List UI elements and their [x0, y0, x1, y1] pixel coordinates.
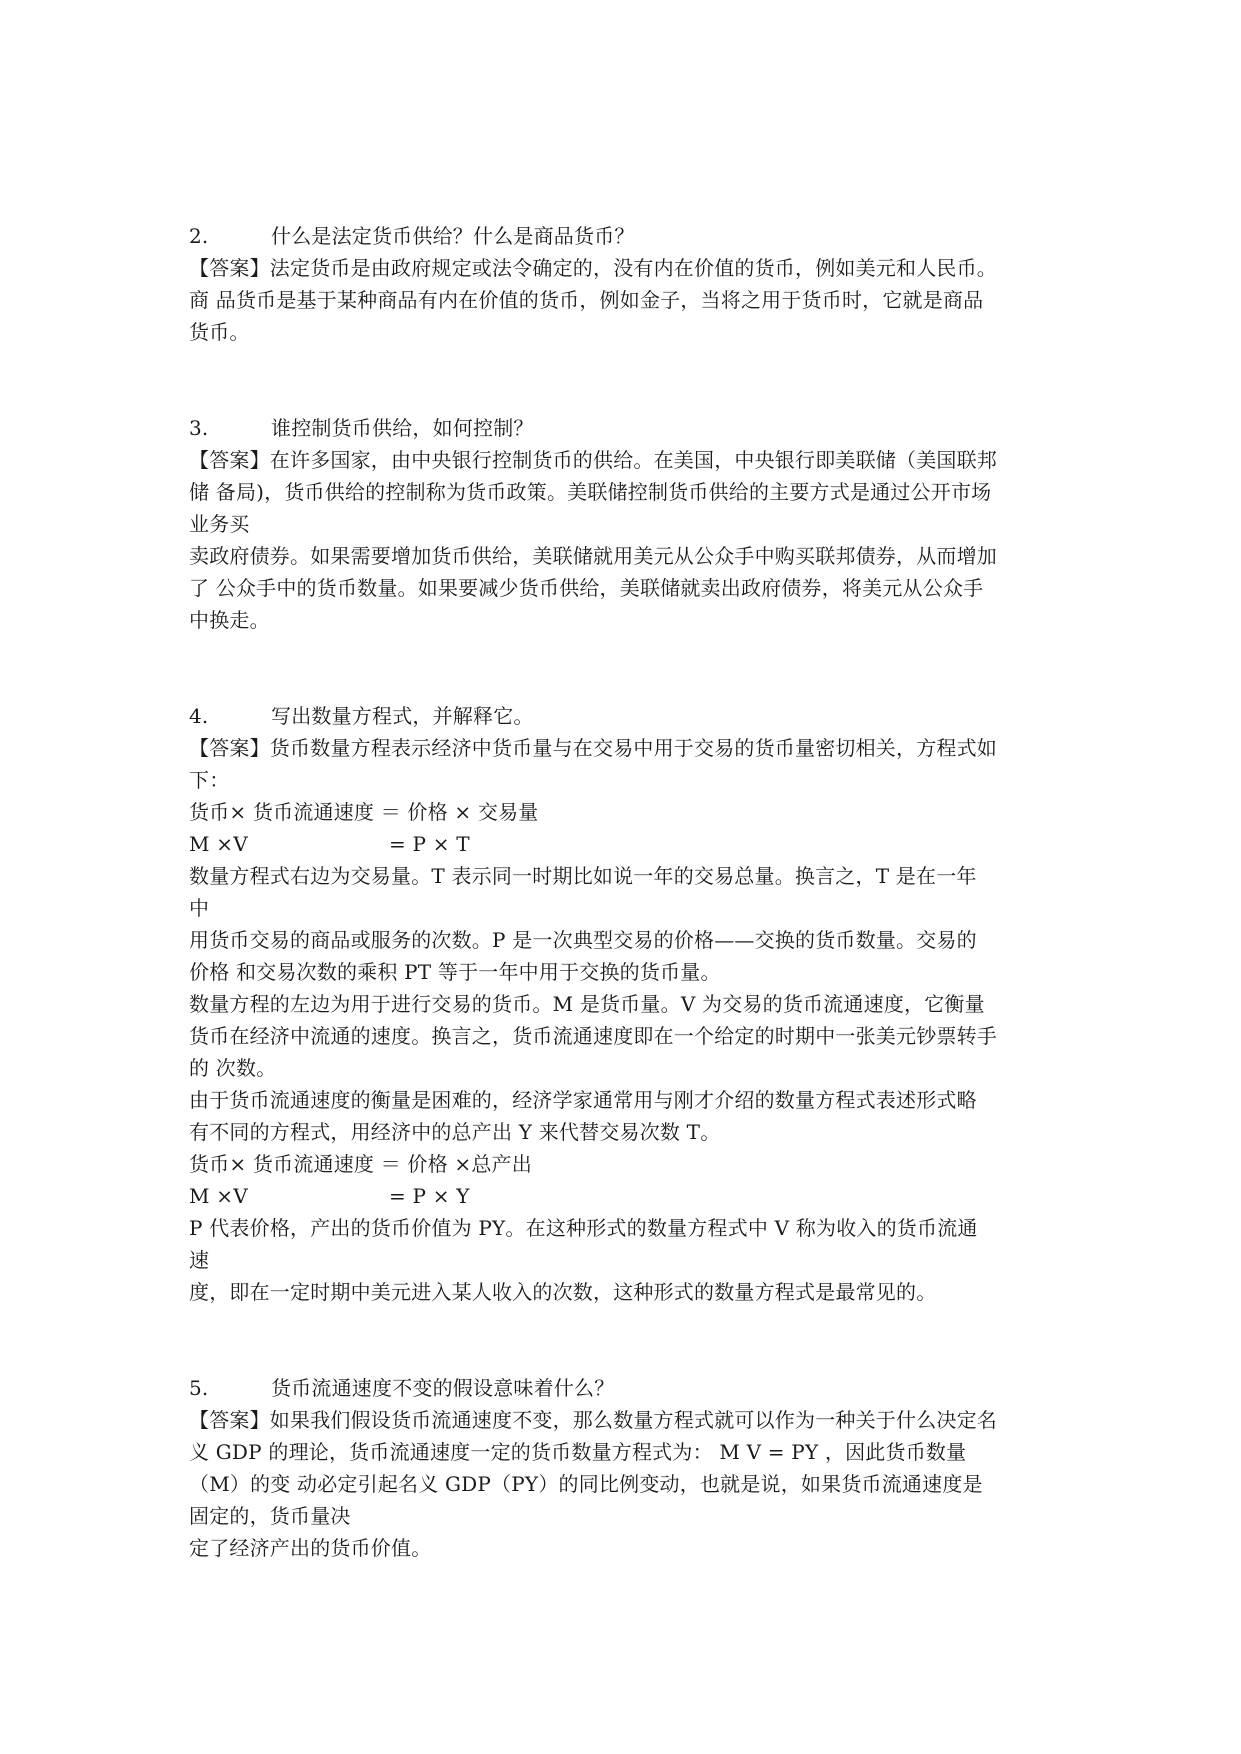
answer-line: 定了经济产出的货币价值。	[189, 1536, 432, 1560]
answer-line: 度，即在一定时期中美元进入某人收入的次数，这种形式的数量方程式是最常见的。	[189, 1280, 937, 1304]
question-number: 2.	[189, 224, 209, 248]
document-body	[189, 220, 1059, 1564]
question-number: 4.	[189, 704, 209, 728]
equation-right: = P × Y	[389, 1184, 470, 1208]
answer-line: 【答案】如果我们假设货币流通速度不变，那么数量方程式就可以作为一种关于什么决定名	[189, 1408, 997, 1432]
answer-line: 商 品货币是基于某种商品有内在价值的货币，例如金子，当将之用于货币时，它就是商品	[189, 288, 984, 312]
answer-line: 货币在经济中流通的速度。换言之，货币流通速度即在一个给定的时期中一张美元钞票转手	[189, 1024, 997, 1048]
answer-line: 速	[189, 1248, 210, 1272]
answer-line: P 代表价格，产出的货币价值为 PY。在这种形式的数量方程式中 V 称为收入的货币流通	[189, 1216, 978, 1240]
answer-line: 储 备局)，货币供给的控制称为货币政策。美联储控制货币供给的主要方式是通过公开市场	[189, 480, 992, 504]
equation-left: M ×V	[189, 1184, 248, 1208]
answer-line: 固定的，货币量决	[189, 1504, 351, 1528]
answer-line: 数量方程的左边为用于进行交易的货币。M 是货币量。V 为交易的货币流通速度，它衡量	[189, 992, 985, 1016]
answer-line: 卖政府债券。如果需要增加货币供给，美联储就用美元从公众手中购买联邦债券，从而增加	[189, 544, 997, 568]
answer-line: 的 次数。	[189, 1056, 277, 1080]
answer-line: （M）的变 动必定引起名义 GDP（PY）的同比例变动，也就是说，如果货币流通速度是	[189, 1472, 983, 1496]
question-text: 谁控制货币供给，如何控制？	[271, 416, 534, 440]
question-number: 5.	[189, 1376, 209, 1400]
equation-right: = P × T	[389, 832, 470, 856]
question-5-heading	[189, 1372, 1059, 1404]
answer-line: 下：	[189, 768, 230, 792]
section-spacer	[189, 348, 1059, 412]
answer-line: 【答案】法定货币是由政府规定或法令确定的，没有内在价值的货币，例如美元和人民币。	[189, 256, 997, 280]
answer-line: 【答案】货币数量方程表示经济中货币量与在交易中用于交易的货币量密切相关，方程式如	[189, 736, 997, 760]
answer-line: 有不同的方程式，用经济中的总产出 Y 来代替交易次数 T。	[189, 1120, 721, 1144]
answer-line: 中换走。	[189, 608, 270, 632]
answer-line: 用货币交易的商品或服务的次数。P 是一次典型交易的价格——交换的货币数量。交易的	[189, 928, 977, 952]
section-spacer	[189, 1308, 1059, 1372]
equation-symbols	[189, 828, 1059, 860]
equation-words: 货币× 货币流通速度 ＝ 价格 ×总产出	[189, 1152, 532, 1176]
answer-line: 中	[189, 896, 210, 920]
question-text: 什么是法定货币供给？什么是商品货币？	[271, 224, 635, 248]
equation-symbols	[189, 1180, 1059, 1212]
equation-words: 货币× 货币流通速度 ＝ 价格 × 交易量	[189, 800, 539, 824]
section-spacer	[189, 636, 1059, 700]
question-3-heading	[189, 412, 1059, 444]
question-text: 写出数量方程式，并解释它。	[271, 704, 534, 728]
answer-line: 【答案】在许多国家，由中央银行控制货币的供给。在美国，中央银行即美联储（美国联邦	[189, 448, 997, 472]
equation-left: M ×V	[189, 832, 248, 856]
answer-line: 货币。	[189, 320, 250, 344]
question-text: 货币流通速度不变的假设意味着什么？	[271, 1376, 615, 1400]
answer-line: 业务买	[189, 512, 250, 536]
question-4-heading	[189, 700, 1059, 732]
question-number: 3.	[189, 416, 209, 440]
question-2-heading	[189, 220, 1059, 252]
answer-line: 数量方程式右边为交易量。T 表示同一时期比如说一年的交易总量。换言之，T 是在一年	[189, 864, 977, 888]
answer-line: 由于货币流通速度的衡量是困难的，经济学家通常用与刚才介绍的数量方程式表述形式略	[189, 1088, 977, 1112]
answer-line: 价格 和交易次数的乘积 PT 等于一年中用于交换的货币量。	[189, 960, 721, 984]
answer-line: 了 公众手中的货币数量。如果要减少货币供给，美联储就卖出政府债券，将美元从公众手	[189, 576, 984, 600]
answer-line: 义 GDP 的理论，货币流通速度一定的货币数量方程式为： M V = PY ，因此货币数量	[189, 1440, 967, 1464]
